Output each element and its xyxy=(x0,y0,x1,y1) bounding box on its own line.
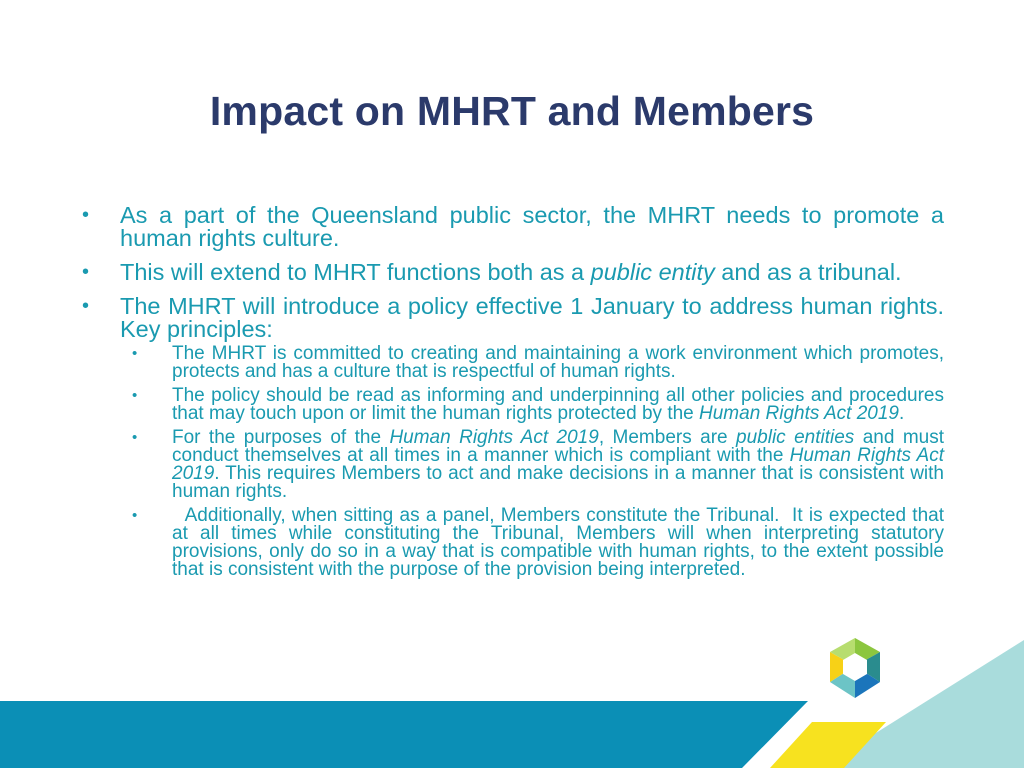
sub-bullet-text: Additionally, when sitting as a panel, Members constitute the Tribunal. It is expected that at all times while constituting the Tribunal, Members will when interpreting statutory provisions, only do so in a way that is compatible with human rights, to the extent possible that is consistent with the purpose of the provision being interpreted. xyxy=(172,505,950,580)
sub-bullet-text: The MHRT is committed to creating and maintaining a work environment which promotes, protects and has a culture that is respectful of human rights. xyxy=(172,343,944,382)
sub-bullet-text: . This requires Members to act and make decisions in a manner that is consistent with human rights. xyxy=(172,463,944,502)
bullet-icon: • xyxy=(82,295,90,317)
sub-bullet-emphasis: Human Rights Act 2019 xyxy=(389,427,599,448)
sub-bullet-icon: • xyxy=(132,429,138,446)
sub-bullet-emphasis: Human Rights Act 2019 xyxy=(172,445,944,484)
hexagon-logo-icon xyxy=(826,636,884,702)
sub-bullet-text: For the purposes of the xyxy=(172,427,390,448)
bullet-icon: • xyxy=(82,204,90,226)
slide-title: Impact on MHRT and Members xyxy=(209,88,815,134)
sub-bullet-text: and must conduct themselves at all times in a manner which is compliant with the xyxy=(172,427,944,466)
sub-bullet-icon: • xyxy=(132,507,138,524)
bullet-text: and as a tribunal. xyxy=(714,259,902,285)
bullet-text: As a part of the Queensland public sector, the MHRT needs to promote a human rights culture. xyxy=(120,202,944,251)
sub-bullet-emphasis: Human Rights Act 2019 xyxy=(699,403,899,424)
sub-bullet-text: . xyxy=(898,403,905,424)
sub-bullet-icon: • xyxy=(132,387,138,404)
sub-bullet-icon: • xyxy=(132,345,138,362)
sub-bullet-text: , Members are xyxy=(598,427,737,448)
footer-blue-band xyxy=(0,701,808,768)
bullet-text: The MHRT will introduce a policy effective 1 January to address human rights. Key principles: xyxy=(120,293,944,342)
bullet-icon: • xyxy=(82,261,90,283)
bullet-text-emphasis: public entity xyxy=(590,259,715,285)
sub-bullet-emphasis: public entities xyxy=(736,427,855,448)
sub-bullet-text: The policy should be read as informing and underpinning all other policies and procedures that may touch upon or limit the human rights protected by the xyxy=(172,385,944,424)
bullet-text: This will extend to MHRT functions both as a xyxy=(120,259,591,285)
